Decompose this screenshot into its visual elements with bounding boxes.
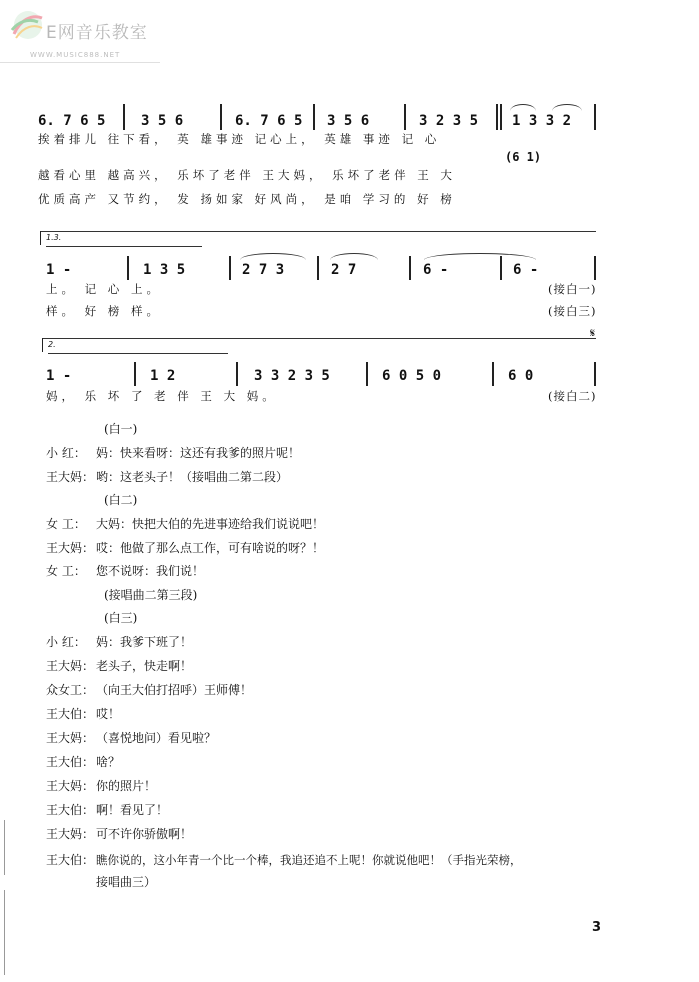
speaker-name: 王大伯： — [46, 853, 95, 867]
dialogue-text: （向王大伯打招呼）王师傅！ — [96, 683, 253, 697]
cue-label: (接白二) — [548, 389, 597, 403]
speaker-name: 王大妈： — [46, 541, 95, 555]
volta-1-line — [46, 246, 202, 247]
dialogue-line — [46, 515, 324, 532]
measure-17-notes: 6 0 — [508, 368, 534, 384]
watermark-site-name: E网音乐教室 — [46, 23, 148, 43]
lyric-line-2: 越看心里 越高兴， 乐坏了老伴 王大妈， 乐坏了老伴 王 大 — [38, 168, 456, 182]
barline — [366, 362, 368, 386]
lyric-line-1: 挨着排儿 往下看， 英 雄事迹 记心上， 英雄 事迹 记 心 — [38, 132, 441, 146]
measure-10-notes: 2 7 — [331, 262, 357, 278]
dialogue-line — [46, 681, 252, 698]
page-edge-mark — [4, 890, 5, 975]
measure-2-notes: 3 5 6 — [141, 113, 184, 129]
dialogue-text: 哟：这老头子！（接唱曲二第二段） — [96, 470, 289, 484]
barline — [500, 256, 502, 280]
dialogue-text: 您不说呀：我们说！ — [96, 564, 205, 578]
dialogue-line — [46, 468, 288, 485]
measure-3-notes: 6. 7 6 5 — [235, 113, 303, 129]
dialogue-line — [46, 851, 522, 868]
music-logo-icon — [6, 8, 46, 42]
barline — [404, 104, 406, 130]
dialogue-line — [46, 657, 192, 674]
barline — [229, 256, 231, 280]
dialogue-continuation: 接唱曲三） — [96, 875, 157, 889]
measure-13-notes: 1 - — [46, 368, 72, 384]
measure-7-notes: 1 - — [46, 262, 72, 278]
dialogue-line — [46, 753, 120, 770]
repeat-barline — [594, 256, 596, 280]
dialogue-text: 老头子，快走啊！ — [96, 659, 193, 673]
speaker-name: 小 红： — [46, 446, 86, 460]
alternate-notes: (6 1) — [505, 150, 542, 164]
barline — [127, 256, 129, 280]
measure-4-notes: 3 5 6 — [327, 113, 370, 129]
dialogue-line — [46, 539, 324, 556]
slur-mark — [510, 104, 536, 111]
speaker-name: 王大妈： — [46, 470, 95, 484]
barline — [409, 256, 411, 280]
measure-11-notes: 6 - — [423, 262, 449, 278]
barline — [317, 256, 319, 280]
speaker-name: 王大伯： — [46, 707, 95, 721]
barline — [220, 104, 222, 130]
tie-mark — [424, 253, 536, 260]
speaker-name: 王大伯： — [46, 755, 95, 769]
measure-16-notes: 6 0 5 0 — [382, 368, 442, 384]
dialogue-line — [46, 777, 156, 794]
dialogue-text: 可不许你骄傲啊！ — [96, 827, 193, 841]
dialogue-line — [46, 729, 216, 746]
speaker-name: 女 工： — [46, 517, 86, 531]
barline — [492, 362, 494, 386]
dialogue-line — [46, 562, 204, 579]
volta-2-label: 2. — [48, 340, 56, 349]
lyric-line-1: 上。 记 心 上。 — [46, 282, 162, 296]
barline — [313, 104, 315, 130]
lyric-line-3: 优质高产 又节约， 发 扬如家 好风尚， 是咱 学习的 好 榜 — [38, 192, 456, 206]
dialogue-text: 妈：我爹下班了！ — [96, 635, 193, 649]
watermark-url: WWW.MUSIC888.NET — [30, 51, 121, 59]
dialogue-line — [46, 705, 120, 722]
slur-mark — [552, 104, 582, 111]
measure-9-notes: 2 7 3 — [242, 262, 285, 278]
section-heading: (白二) — [104, 493, 138, 507]
measure-15-notes: 3 3 2 3 5 — [254, 368, 330, 384]
measure-6-notes: 1 3 3 2 — [512, 113, 572, 129]
speaker-name: 女 工： — [46, 564, 86, 578]
dialogue-line — [46, 825, 192, 842]
slur-mark — [240, 253, 306, 260]
segno-icon: 𝄋 — [590, 326, 596, 340]
dialogue-line — [46, 444, 300, 461]
dialogue-line — [46, 801, 168, 818]
measure-1-notes: 6. 7 6 5 — [38, 113, 106, 129]
volta-bracket — [40, 231, 41, 245]
dialogue-text: 啥？ — [96, 755, 121, 769]
dialogue-text: 哎：他做了那么点工作，可有啥说的呀？！ — [96, 541, 325, 555]
repeat-barline — [496, 104, 498, 130]
speaker-name: 王大妈： — [46, 659, 95, 673]
system-top-line — [42, 338, 596, 339]
speaker-name: 王大妈： — [46, 827, 95, 841]
lyric-line-2: 样。 好 榜 样。 — [46, 304, 162, 318]
measure-12-notes: 6 - — [513, 262, 539, 278]
dialogue-text: 你的照片！ — [96, 779, 157, 793]
measure-8-notes: 1 3 5 — [143, 262, 186, 278]
speaker-name: 王大妈： — [46, 779, 95, 793]
dialogue-text: 瞧你说的，这小年青一个比一个棒，我追还追不上呢！你就说他吧！（手指光荣榜， — [96, 853, 522, 867]
dialogue-text: 妈：快来看呀：这还有我爹的照片呢！ — [96, 446, 301, 460]
slur-mark — [330, 253, 378, 260]
speaker-name: 众女工： — [46, 683, 95, 697]
lyric-line: 妈， 乐 坏 了 老 伴 王 大 妈。 — [46, 389, 278, 403]
stage-direction: (接唱曲二第三段) — [104, 588, 198, 602]
volta-1-label: 1.3. — [46, 233, 62, 242]
final-barline — [594, 362, 596, 386]
measure-14-notes: 1 2 — [150, 368, 176, 384]
page-edge-mark — [4, 820, 5, 875]
dialogue-text: （喜悦地问）看见啦？ — [96, 731, 217, 745]
barline — [123, 104, 125, 130]
dialogue-text: 哎！ — [96, 707, 121, 721]
page-number: 3 — [592, 920, 602, 935]
dialogue-text: 啊！看见了！ — [96, 803, 169, 817]
dialogue-line — [46, 633, 192, 650]
volta-bracket — [42, 338, 43, 352]
measure-5-notes: 3 2 3 5 — [419, 113, 479, 129]
barline — [134, 362, 136, 386]
speaker-name: 小 红： — [46, 635, 86, 649]
barline — [594, 104, 596, 130]
barline — [236, 362, 238, 386]
cue-label: (接白三) — [548, 304, 597, 318]
section-heading: (白一) — [104, 422, 138, 436]
volta-2-line — [48, 353, 228, 354]
watermark-divider — [0, 62, 160, 63]
cue-label: (接白一) — [548, 282, 597, 296]
dialogue-text: 大妈：快把大伯的先进事迹给我们说说吧！ — [96, 517, 325, 531]
section-heading: (白三) — [104, 611, 138, 625]
system-top-line — [40, 231, 596, 232]
repeat-barline — [500, 104, 502, 130]
speaker-name: 王大伯： — [46, 803, 95, 817]
speaker-name: 王大妈： — [46, 731, 95, 745]
